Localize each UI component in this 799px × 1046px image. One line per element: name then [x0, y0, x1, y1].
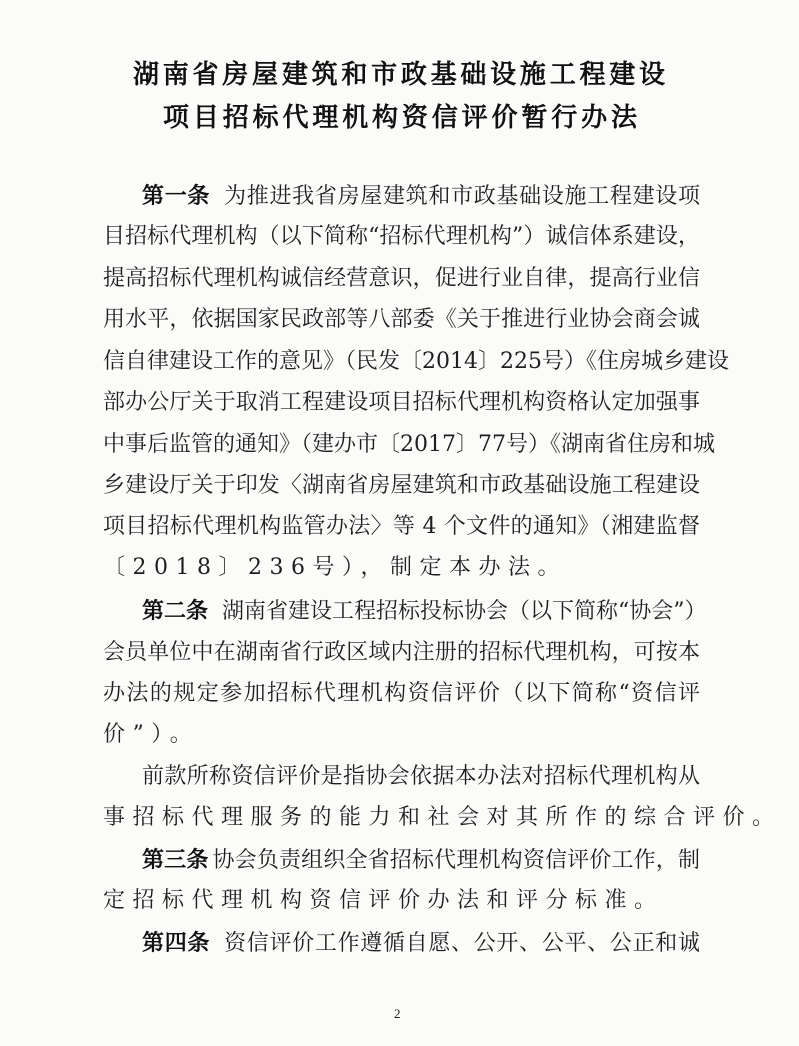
title-line-2: 项目招标代理机构资信评价暂行办法 [163, 103, 637, 133]
paragraph-line: 事招标代理服务的能力和社会对其所作的综合评价。 [103, 805, 782, 830]
article-1-line: 目招标代理机构（以下简称“招标代理机构”）诚信体系建设， [103, 224, 700, 249]
article-label: 第二条 [142, 598, 209, 624]
article-3-line: 定招标代理机构资信评价办法和评分标准。 [103, 888, 664, 913]
page-number: 2 [394, 1006, 401, 1021]
article-1-line: 〔2018〕236号），制定本办法。 [103, 555, 567, 580]
article-1-line: 项目招标代理机构监管办法〉等 4 个文件的通知》（湘建监督 [103, 514, 700, 539]
article-2-line: 价”）。 [103, 722, 200, 747]
title-line-1: 湖南省房屋建筑和市政基础设施工程建设 [133, 60, 665, 90]
article-4-line: 第四条 资信评价工作遵循自愿、公开、公平、公正和诚 [142, 930, 700, 956]
article-2-line: 会员单位中在湖南省行政区域内注册的招标代理机构，可按本 [103, 640, 700, 665]
article-1-line: 提高招标代理机构诚信经营意识，促进行业自律，提高行业信 [103, 266, 700, 291]
article-1-line: 用水平，依据国家民政部等八部委《关于推进行业协会商会诚 [103, 307, 700, 332]
article-2-line: 办法的规定参加招标代理机构资信评价（以下简称“资信评 [103, 681, 700, 706]
article-1-line: 部办公厅关于取消工程建设项目招标代理机构资格认定加强事 [103, 390, 700, 415]
article-1-line: 中事后监管的通知》（建办市〔2017〕77号）《湖南省住房和城 [103, 432, 715, 457]
article-3-line: 第三条 协会负责组织全省招标代理机构资信评价工作，制 [142, 847, 700, 873]
article-1-line: 信自律建设工作的意见》（民发〔2014〕225号）《住房城乡建设 [103, 349, 729, 374]
article-label: 第一条 [142, 183, 211, 209]
article-label: 第四条 [142, 930, 211, 956]
article-2-line: 第二条 湖南省建设工程招标投标协会（以下简称“协会”） [142, 598, 707, 624]
paragraph-line: 前款所称资信评价是指协会依据本办法对招标代理机构从 [142, 764, 700, 789]
article-1-line: 乡建设厅关于印发〈湖南省房屋建筑和市政基础设施工程建设 [103, 473, 700, 498]
article-label: 第三条 [142, 847, 209, 873]
article-1-line: 第一条 为推进我省房屋建筑和市政基础设施工程建设项 [142, 183, 700, 209]
